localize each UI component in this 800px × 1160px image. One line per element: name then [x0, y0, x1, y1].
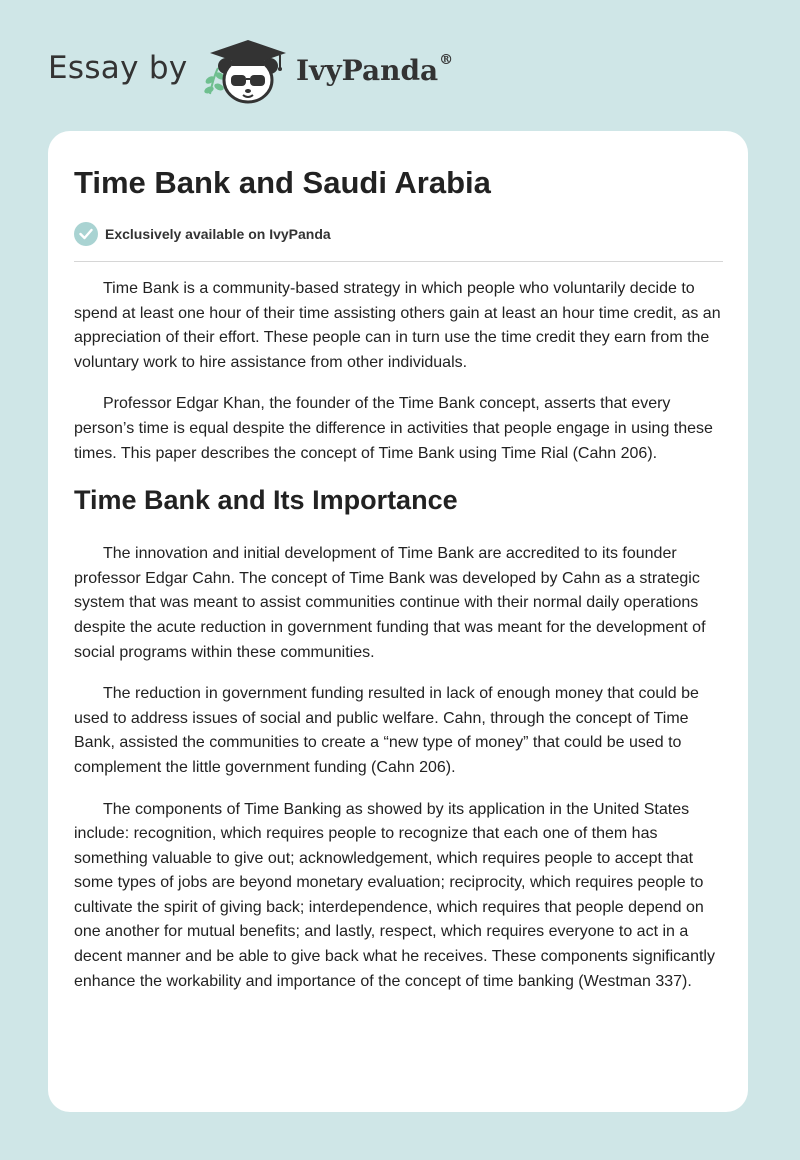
brand-name[interactable] [296, 54, 453, 87]
essay-by-label: Essay by [48, 50, 188, 86]
paragraph: Time Bank is a community-based strategy in which people who voluntarily decide to spend at least one hour of their time assisting others gain at least an hour time credit, as an appreciation of their effort. These people can in turn use the time credit they earn from the voluntary work to hire assistance from other individuals. [74, 280, 721, 371]
check-circle-icon [74, 222, 98, 246]
exclusive-badge [74, 222, 331, 246]
title-divider [74, 261, 723, 262]
paragraph: The reduction in government funding resulted in lack of enough money that could be used to address issues of social and public welfare. Cahn, through the concept of Time Bank, assisted the communities to create a “new type of money” that could be used to complement the little government funding (Cahn 206). [74, 685, 699, 776]
essay-card [48, 131, 748, 1112]
section-heading: Time Bank and Its Importance [74, 485, 458, 516]
site-header [0, 0, 800, 130]
brand-name-text: IvyPanda [296, 54, 439, 87]
exclusive-label: Exclusively available on IvyPanda [105, 226, 331, 242]
panda-logo-icon[interactable] [200, 36, 292, 110]
paragraph: The components of Time Banking as showed by its application in the United States include: recognition, which requires people to recognize that each one of them has something valuable to give out; acknowledgement, which requires people to accept that some types of jobs are beyond monetary evaluation; reciprocity, which requires people to cultivate the spirit of giving back; interdependence, which requires that people depend on one another for mutual benefits; and lastly, respect, which requires everyone to act in a decent manner and be able to give back what he receives. These components significantly enhance the workability and importance of the concept of time banking (Westman 337). [74, 800, 715, 990]
paragraph: The innovation and initial development of Time Bank are accredited to its founder professor Edgar Cahn. The concept of Time Bank was developed by Cahn as a strategic system that was meant to assist communities continue with their normal daily operations despite the acute reduction in government funding that was meant for the development of social programs within these communities. [74, 545, 706, 661]
page-title: Time Bank and Saudi Arabia [74, 165, 491, 200]
registered-mark: ® [439, 52, 454, 68]
paragraph: Professor Edgar Khan, the founder of the Time Bank concept, asserts that every person’s time is equal despite the difference in activities that people engage in using these times. This paper describes the concept of Time Bank using Time Rial (Cahn 206). [74, 395, 713, 462]
essay-body [74, 277, 724, 1011]
